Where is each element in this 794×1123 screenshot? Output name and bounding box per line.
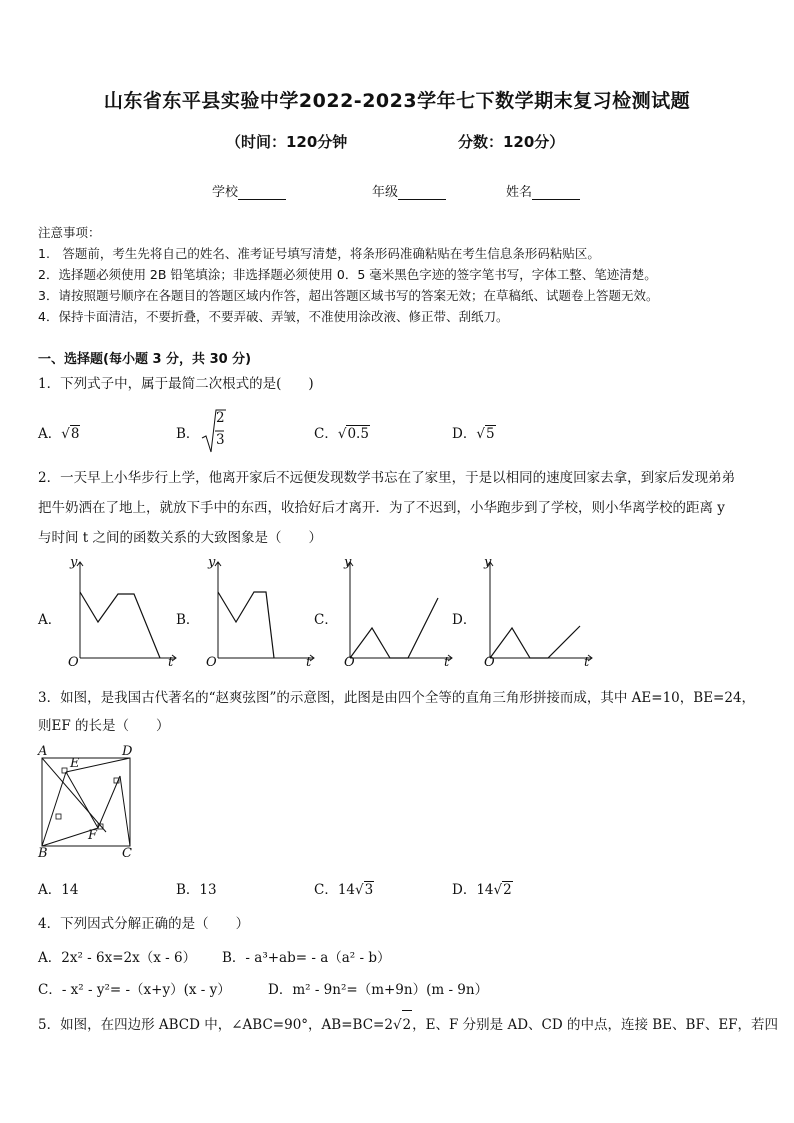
grade-field (372, 181, 446, 200)
q2-option-c-label: C． (314, 612, 338, 628)
q1-b-label: B． (176, 426, 200, 442)
q1-d-label: D． (452, 426, 477, 442)
q5-pre: 5．如图，在四边形 ABCD 中，∠ABC=90°，AB=BC=2 (38, 1017, 393, 1033)
q5-line1 (38, 1010, 779, 1039)
point-a-label: A (38, 744, 48, 759)
q3-option-a: A．14 (38, 882, 79, 898)
q4-stem: 4．下列因式分解正确的是（ ） (38, 916, 250, 932)
q1-a-label: A． (38, 426, 62, 442)
q3-c-radicand: 3 (364, 882, 374, 898)
point-b-label: B (38, 846, 48, 861)
q3-option-d (452, 878, 513, 898)
q2-graph-a (64, 556, 184, 672)
axis-x-label: t (584, 655, 590, 670)
origin-label: O (484, 655, 495, 670)
school-label: 学校 (212, 185, 239, 200)
q2-graph-d (480, 556, 600, 672)
q3-d-label: D．14 (452, 882, 494, 898)
q4-option-a: A．2x² - 6x=2x（x - 6） (38, 950, 197, 966)
q4-option-b: B．- a³+ab= - a（a² - b） (222, 950, 391, 966)
point-c-label: C (122, 846, 132, 861)
q1-option-c (314, 422, 370, 442)
q3-line2: 则EF 的长是（ ） (38, 718, 170, 734)
q3-option-c (314, 878, 374, 898)
point-f-label: F (88, 828, 98, 843)
name-blank (532, 185, 580, 200)
q5-post: ，E、F 分别是 AD、CD 的中点，连接 BE、BF、EF，若四 (412, 1017, 779, 1033)
q1-c-radicand: 0.5 (347, 426, 369, 442)
q1-d-radicand: 5 (485, 426, 495, 442)
q1-c-label: C． (314, 426, 338, 442)
school-blank (238, 185, 286, 200)
note-item: 2．选择题必须使用 2B 铅笔填涂；非选择题必须使用 0．5 毫米黑色字迹的签字笔书写，字体工整、笔迹清楚。 (38, 267, 657, 282)
q4-option-d: D．m² - 9n²=（m+9n）(m - 9n） (268, 982, 489, 998)
q4-option-c: C．- x² - y²= -（x+y）(x - y） (38, 982, 231, 998)
grade-label: 年级 (372, 185, 399, 200)
point-d-label: D (122, 744, 133, 759)
point-e-label: E (70, 756, 80, 771)
origin-label: O (206, 655, 217, 670)
q1-option-d (452, 422, 496, 442)
q2-option-a-label: A． (38, 612, 62, 628)
sqrt-icon: √ (61, 426, 70, 442)
origin-label: O (68, 655, 79, 670)
sqrt-icon: √ (493, 882, 503, 898)
q5-radicand: 2 (402, 1010, 413, 1039)
axis-y-label: y (208, 555, 216, 570)
name-label: 姓名 (506, 185, 533, 200)
notes-heading: 注意事项： (38, 225, 101, 240)
q1-stem: 1．下列式子中，属于最简二次根式的是( ) (38, 376, 314, 392)
exam-score: 分数：120分） (458, 133, 565, 151)
axis-y-label: y (70, 555, 78, 570)
page-title: 山东省东平县实验中学2022-2023学年七下数学期末复习检测试题 (103, 90, 691, 112)
q2-graph-b (202, 556, 322, 672)
axis-x-label: t (444, 655, 450, 670)
q1-option-a (38, 422, 80, 442)
q2-graph-c (340, 556, 460, 672)
q1-b-denominator: 3 (216, 432, 225, 448)
q1-a-radicand: 8 (70, 426, 80, 442)
note-item: 3．请按照题号顺序在各题目的答题区域内作答，超出答题区域书写的答案无效；在草稿纸、试题卷上答题无效。 (38, 288, 659, 303)
sqrt-icon: √ (337, 426, 347, 442)
q3-line1: 3．如图，是我国古代著名的“赵爽弦图”的示意图，此图是由四个全等的直角三角形拼接而成，其中 AE=10，BE=24， (38, 690, 756, 706)
sqrt-icon: √ (476, 426, 485, 442)
note-item: 1. 答题前，考生先将自己的姓名、准考证号填写清楚，将条形码准确粘贴在考生信息条形码粘贴区。 (38, 246, 600, 261)
q1-b-numerator: 2 (216, 410, 225, 426)
axis-y-label: y (484, 555, 492, 570)
q2-line1: 2．一天早上小华步行上学，他离开家后不远便发现数学书忘在了家里，于是以相同的速度回家去拿，到家后发现弟弟 (38, 470, 736, 486)
grade-blank (398, 185, 446, 200)
q2-option-d-label: D． (452, 612, 477, 628)
axis-x-label: t (168, 655, 174, 670)
name-field (506, 181, 580, 200)
q2-option-b-label: B． (176, 612, 200, 628)
school-field (212, 181, 286, 200)
q3-option-b: B．13 (176, 882, 217, 898)
notes (38, 222, 658, 327)
q2-line3: 与时间 t 之间的函数关系的大致图象是（ ） (38, 530, 323, 546)
origin-label: O (344, 655, 355, 670)
sqrt-icon: √ (392, 1017, 402, 1033)
q2-line2: 把牛奶洒在了地上，就放下手中的东西，收拾好后才离开．为了不迟到，小华跑步到了学校，则小华离学校的距离 y (38, 500, 725, 516)
note-item: 4．保持卡面清洁，不要折叠，不要弄破、弄皱，不准使用涂改液、修正带、刮纸刀。 (38, 309, 509, 324)
axis-y-label: y (344, 555, 352, 570)
exam-time: （时间：120分钟 (226, 133, 348, 151)
q3-c-label: C．14 (314, 882, 356, 898)
q3-d-radicand: 2 (503, 882, 512, 898)
sqrt-icon: √ (355, 882, 364, 898)
axis-x-label: t (306, 655, 312, 670)
section-heading: 一、选择题(每小题 3 分，共 30 分) (38, 352, 252, 367)
